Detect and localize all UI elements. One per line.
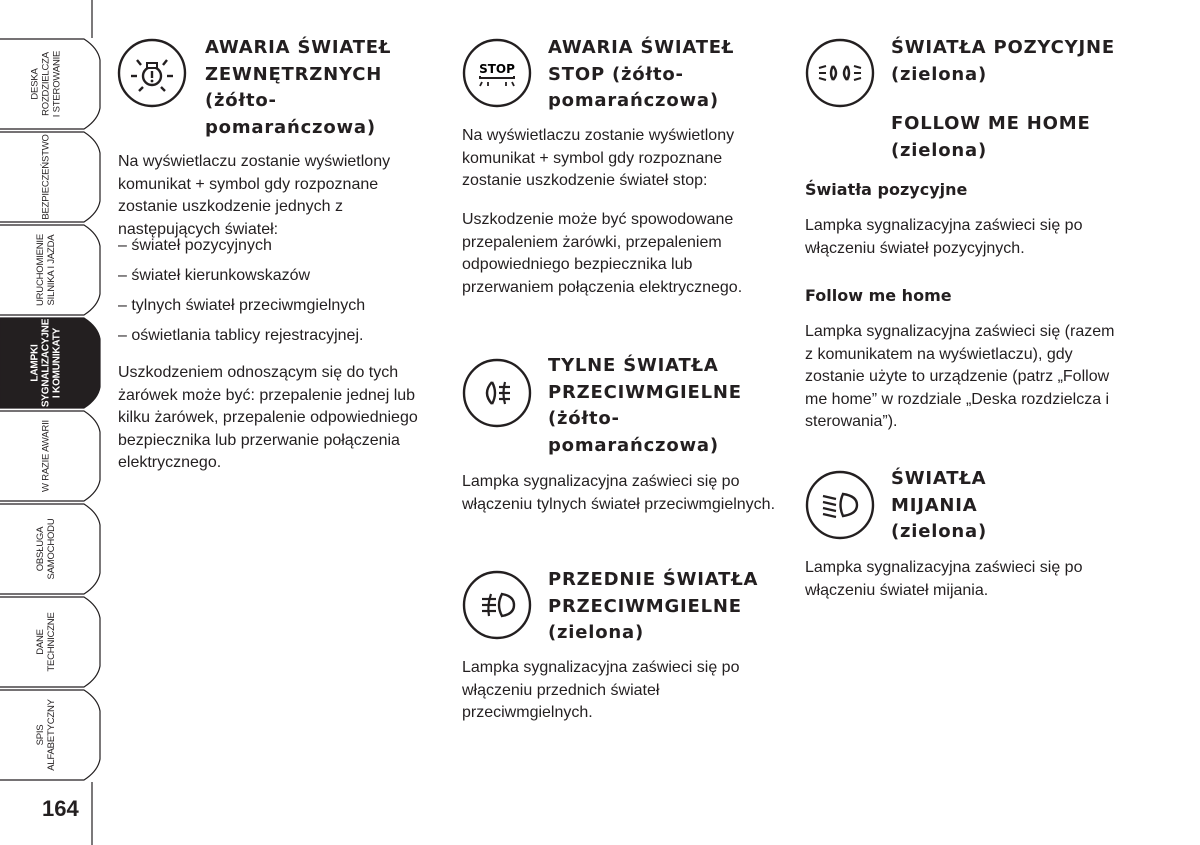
- tab-spine: [0, 0, 110, 845]
- dipped-beam-icon: [805, 470, 875, 540]
- paragraph: Lampka sygnalizacyjna zaświeci się po włączeniu świateł mijania.: [805, 559, 1083, 599]
- tab-label: OBSŁUGA SAMOCHODU: [35, 518, 57, 580]
- section-title: TYLNE ŚWIATŁA PRZECIWMGIELNE (żółto-pomarańczowa): [548, 355, 742, 456]
- list-item: – świateł pozycyjnych: [118, 237, 272, 254]
- paragraph: Na wyświetlaczu zostanie wyświetlony komunikat + symbol gdy rozpoznane zostanie uszkodzenie świateł stop:: [462, 127, 735, 189]
- stop-label: STOP: [479, 62, 515, 76]
- page-number: 164: [42, 796, 79, 821]
- chapter-tabs: [0, 0, 110, 845]
- front-fog-light-icon: [462, 570, 532, 640]
- subheading: Follow me home: [805, 286, 952, 305]
- position-lights-icon: [805, 38, 875, 108]
- paragraph: Lampka sygnalizacyjna zaświeci się po włączeniu przednich świateł przeciwmgielnych.: [462, 659, 740, 721]
- tab-label: URUCHOMIENIE SILNIKA I JAZDA: [35, 233, 57, 307]
- rear-fog-light-icon: [462, 358, 532, 428]
- section-title: ŚWIATŁA MIJANIA (zielona): [891, 468, 988, 542]
- tab-label: W RAZIE AWARII: [40, 420, 52, 492]
- section-title: ŚWIATŁA POZYCYJNE (zielona): [891, 37, 1115, 85]
- section-title: PRZEDNIE ŚWIATŁA PRZECIWMGIELNE (zielona): [548, 569, 759, 643]
- section-title: AWARIA ŚWIATEŁ ZEWNĘTRZNYCH (żółto-pomarańczowa): [205, 37, 392, 138]
- list-item: – świateł kierunkowskazów: [118, 267, 311, 284]
- paragraph: Lampka sygnalizacyjna zaświeci się po włączeniu tylnych świateł przeciwmgielnych.: [462, 473, 776, 513]
- subheading: Światła pozycyjne: [805, 180, 968, 199]
- list-item: – oświetlania tablicy rejestracyjnej.: [118, 327, 364, 344]
- tab-label: LAMPKI SYGNALIZACYJNE I KOMUNIKATY: [29, 318, 63, 408]
- exterior-light-failure-icon: [117, 38, 187, 108]
- list-item: – tylnych świateł przeciwmgielnych: [118, 297, 366, 314]
- paragraph: Uszkodzeniem odnoszącym się do tych żarówek może być: przepalenie jednej lub kilku żarówek, przepalenie odpowiedniego bezpiecznika lub przerwanie połączenia elektrycznego.: [118, 364, 418, 471]
- section-title: AWARIA ŚWIATEŁ STOP (żółto-pomarańczowa): [548, 37, 735, 111]
- tab-label: SPIS ALFABETYCZNY: [35, 699, 57, 771]
- paragraph: Uszkodzenie może być spowodowane przepaleniem żarówki, przepaleniem odpowiedniego bezpiecznika lub przerwaniem połączenia elektrycznego.: [462, 211, 743, 296]
- paragraph: Lampka sygnalizacyjna zaświeci się po włączeniu świateł pozycyjnych.: [805, 217, 1083, 257]
- section-title: FOLLOW ME HOME (zielona): [891, 113, 1091, 161]
- paragraph: Lampka sygnalizacyjna zaświeci się (razem z komunikatem na wyświetlaczu), gdy zostanie użyte to urządzenie (patrz „Follow me home” w rozdziale „Deska rozdzielcza i sterowania”).: [805, 323, 1115, 430]
- tab-label: DESKA ROZDZIELCZA I STEROWANIE: [29, 50, 63, 118]
- tab-label: BEZPIECZEŃSTWO: [40, 134, 52, 220]
- paragraph: Na wyświetlaczu zostanie wyświetlony komunikat + symbol gdy rozpoznane zostanie uszkodzenie jednych z następujących świateł:: [118, 153, 391, 238]
- tab-label: DANE TECHNICZNE: [35, 612, 57, 672]
- stop-light-failure-icon: [462, 38, 532, 108]
